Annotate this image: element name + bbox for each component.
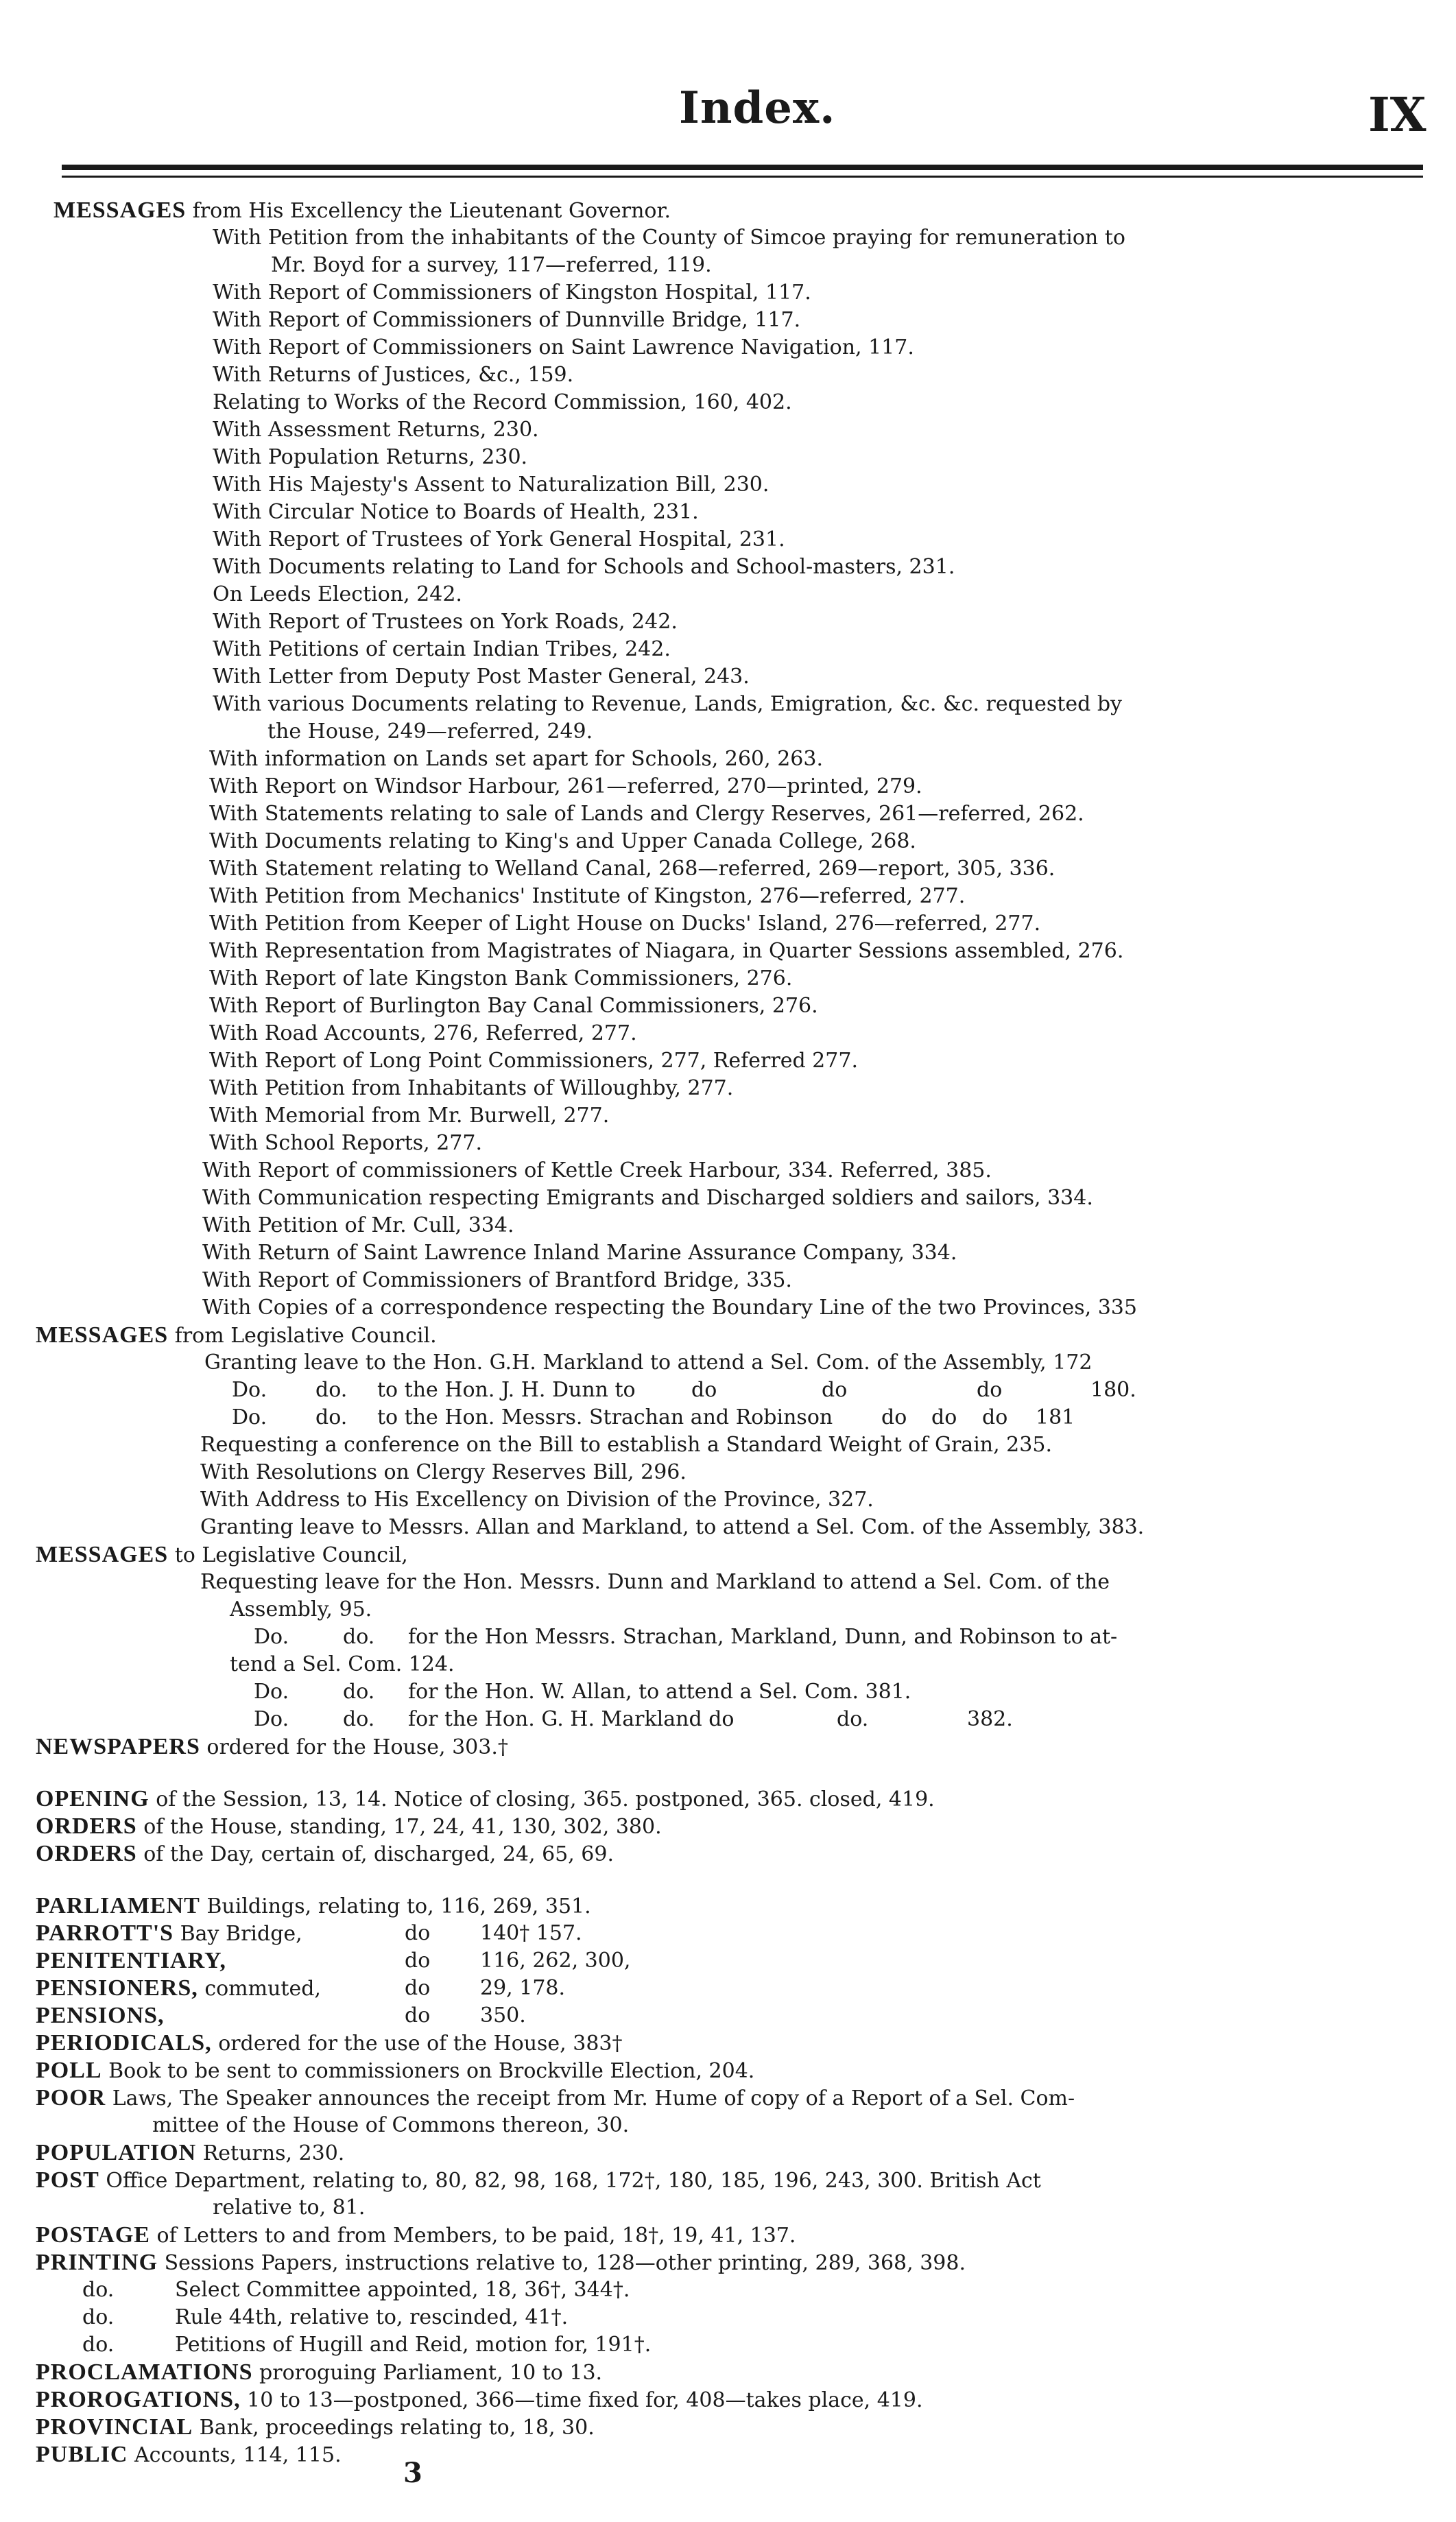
entry-keyword: PROCLAMATIONS — [36, 2359, 253, 2385]
page-ref: 181 — [1036, 1405, 1075, 1429]
header-rule-thin — [62, 176, 1423, 178]
signature-mark: 3 — [403, 2457, 422, 2489]
ditto-mark: do — [881, 1405, 907, 1429]
ditto-mark: do. — [343, 1680, 375, 1704]
entry-keyword: MESSAGES — [36, 1542, 169, 1567]
entry-keyword: ORDERS — [36, 1813, 137, 1839]
ditto-mark: do — [691, 1378, 717, 1402]
index-entry — [27, 1975, 1427, 2002]
sub-entry: With Report of Commissioners of Kingston Hospital, 117. — [213, 281, 811, 305]
sub-entry: On Leeds Election, 242. — [213, 582, 462, 606]
sub-entry: With Report of Long Point Commissioners, 277, Referred 277. — [209, 1049, 858, 1073]
ditto-row — [27, 1404, 1427, 1431]
sub-entry: With Report of late Kingston Bank Commissioners, 276. — [209, 966, 793, 990]
entry-text: Returns, 230. — [196, 2141, 345, 2165]
ditto-mark: do — [822, 1378, 848, 1402]
sub-entry: Petitions of Hugill and Reid, motion for, 191†. — [175, 2333, 652, 2357]
ditto-mark: Do. — [254, 1625, 289, 1649]
entry-keyword: POLL — [36, 2058, 102, 2083]
entry-keyword: MESSAGES — [36, 1322, 169, 1348]
entry-text: 10 to 13—postponed, 366—time fixed for, 408—takes place, 419. — [240, 2388, 923, 2412]
ditto-row — [27, 2331, 1427, 2359]
ditto-mark: do. — [82, 2278, 115, 2302]
ditto-row — [27, 1678, 1427, 1706]
entry-keyword: PENSIONERS, — [36, 1975, 198, 2001]
entry-keyword: ORDERS — [36, 1841, 137, 1866]
sub-entry: With Return of Saint Lawrence Inland Marine Assurance Company, 334. — [202, 1241, 957, 1265]
page-ref: 140† 157. — [480, 1921, 582, 1945]
index-entry — [27, 1947, 1427, 1975]
entry-keyword: POSTAGE — [36, 2222, 150, 2248]
ditto-mark: do — [405, 1976, 431, 2000]
ditto-mark: do. — [315, 1405, 348, 1429]
sub-entry: With Statements relating to sale of Lands and Clergy Reserves, 261—referred, 262. — [209, 802, 1084, 826]
ditto-mark: Do. — [232, 1405, 267, 1429]
index-entry — [27, 2441, 1427, 2469]
page-numeral: IX — [1368, 88, 1427, 143]
sub-entry: With Petition from Keeper of Light House on Ducks' Island, 276—referred, 277. — [209, 912, 1041, 936]
entry-text: Laws, The Speaker announces the receipt from Mr. Hume of copy of a Report of a Sel. Com- — [106, 2086, 1075, 2110]
sub-entry: With Petition from the inhabitants of the County of Simcoe praying for remuneration to — [213, 226, 1125, 250]
sub-entry: With Communication respecting Emigrants and Discharged soldiers and sailors, 334. — [202, 1186, 1093, 1210]
sub-entry: Relating to Works of the Record Commission, 160, 402. — [213, 390, 792, 414]
sub-entry: With Letter from Deputy Post Master General, 243. — [213, 665, 750, 689]
entry-keyword: PARLIAMENT — [36, 1893, 200, 1918]
index-entry — [27, 2249, 1427, 2276]
ditto-row — [27, 1623, 1427, 1651]
entry-keyword: POST — [36, 2167, 99, 2193]
sub-entry: With Statement relating to Welland Canal, 268—referred, 269—report, 305, 336. — [209, 857, 1055, 881]
sub-entry: With various Documents relating to Revenue, Lands, Emigration, &c. &c. requested by — [213, 692, 1123, 716]
index-entry — [27, 1733, 1427, 1761]
ditto-text: for the Hon. W. Allan, to attend a Sel. Com. 381. — [408, 1680, 911, 1704]
sub-entry: Select Committee appointed, 18, 36†, 344†. — [175, 2278, 630, 2302]
sub-entry: With Memorial from Mr. Burwell, 277. — [209, 1104, 610, 1128]
sub-entry: With Resolutions on Clergy Reserves Bill, 296. — [200, 1460, 687, 1484]
entry-keyword: PROVINCIAL — [36, 2414, 193, 2440]
sub-entry: Granting leave to Messrs. Allan and Markland, to attend a Sel. Com. of the Assembly, 383. — [200, 1515, 1145, 1539]
sub-entry: Requesting a conference on the Bill to establish a Standard Weight of Grain, 235. — [200, 1433, 1052, 1457]
ditto-mark: do — [931, 1405, 957, 1429]
entry-continuation: relative to, 81. — [213, 2196, 366, 2220]
ditto-mark: do. — [343, 1625, 375, 1649]
entry-text: from His Excellency the Lieutenant Governor. — [186, 199, 671, 223]
ditto-mark: do. — [82, 2305, 115, 2329]
ditto-mark: do. — [837, 1707, 869, 1731]
ditto-text: to the Hon. J. H. Dunn to — [377, 1378, 636, 1402]
ditto-mark: do — [405, 1921, 431, 1945]
sub-entry: With Report on Windsor Harbour, 261—referred, 270—printed, 279. — [209, 774, 922, 798]
sub-entry: With Returns of Justices, &c., 159. — [213, 363, 574, 387]
ditto-mark: do — [982, 1405, 1008, 1429]
entry-keyword: PARROTT'S — [36, 1920, 174, 1946]
entry-text: Accounts, 114, 115. — [128, 2443, 342, 2467]
entry-text: Office Department, relating to, 80, 82, 98, 168, 172†, 180, 185, 196, 243, 300. British Act — [99, 2169, 1041, 2193]
sub-entry: With Assessment Returns, 230. — [213, 418, 539, 442]
index-entry — [27, 2002, 1427, 2030]
sub-entry: With Petitions of certain Indian Tribes, 242. — [213, 637, 671, 661]
sub-entry: With Petition from Inhabitants of Willoughby, 277. — [209, 1076, 734, 1100]
sub-entry: With School Reports, 277. — [209, 1131, 483, 1155]
sub-entry: With His Majesty's Assent to Naturalization Bill, 230. — [213, 473, 769, 497]
entry-text: Bay Bridge, — [174, 1922, 302, 1946]
sub-entry: With Petition from Mechanics' Institute of Kingston, 276—referred, 277. — [209, 884, 966, 908]
ditto-mark: do. — [315, 1378, 348, 1402]
index-entry — [27, 2359, 1427, 2386]
index-entry — [27, 2222, 1427, 2249]
index-entry — [27, 1892, 1427, 1920]
page-ref: 29, 178. — [480, 1976, 566, 2000]
index-entry — [27, 1920, 1427, 1947]
sub-entry: With Road Accounts, 276, Referred, 277. — [209, 1021, 637, 1045]
entry-text: from Legislative Council. — [168, 1324, 437, 1348]
page-title: Index. — [679, 82, 836, 134]
entry-keyword: PRINTING — [36, 2250, 158, 2275]
ditto-text: for the Hon Messrs. Strachan, Markland, Dunn, and Robinson to at- — [408, 1625, 1118, 1649]
entry-keyword: PENITENTIARY, — [36, 1948, 226, 1973]
sub-entry: With Copies of a correspondence respecting the Boundary Line of the two Provinces, 335 — [202, 1296, 1137, 1320]
index-entry — [27, 1840, 1427, 1868]
index-entry — [27, 2057, 1427, 2084]
sub-entry: With Report of Commissioners on Saint Lawrence Navigation, 117. — [213, 335, 914, 359]
entry-keyword: NEWSPAPERS — [36, 1734, 200, 1759]
ditto-row — [27, 2276, 1427, 2304]
entry-text: Buildings, relating to, 116, 269, 351. — [200, 1894, 591, 1918]
entry-text: ordered for the use of the House, 383† — [211, 2032, 623, 2056]
index-entry — [27, 1813, 1427, 1840]
sub-entry: With Report of Trustees on York Roads, 242. — [213, 610, 678, 634]
page-ref: 382. — [967, 1707, 1013, 1731]
index-entry — [27, 2139, 1427, 2167]
ditto-mark: do — [405, 1949, 431, 1973]
index-entry-heading — [27, 1541, 1427, 1569]
entry-text: commuted, — [198, 1977, 321, 2001]
header-rule-thick — [62, 165, 1423, 170]
sub-entry-continuation: the House, 249—referred, 249. — [267, 719, 593, 743]
ditto-mark: do — [405, 2003, 431, 2027]
index-entry-heading — [27, 1322, 1427, 1349]
entry-text: to Legislative Council, — [168, 1543, 408, 1567]
sub-entry: Requesting leave for the Hon. Messrs. Dunn and Markland to attend a Sel. Com. of the — [200, 1570, 1110, 1594]
ditto-row — [27, 2304, 1427, 2331]
page-ref: 180. — [1090, 1378, 1136, 1402]
ditto-mark: Do. — [254, 1680, 289, 1704]
sub-entry-continuation: Assembly, 95. — [230, 1597, 372, 1621]
sub-entry: With Report of Burlington Bay Canal Commissioners, 276. — [209, 994, 818, 1018]
entry-text: of the Day, certain of, discharged, 24, 65, 69. — [136, 1842, 614, 1866]
sub-entry: With Petition of Mr. Cull, 334. — [202, 1213, 514, 1237]
ditto-text: to the Hon. Messrs. Strachan and Robinson — [377, 1405, 833, 1429]
sub-entry: With Circular Notice to Boards of Health, 231. — [213, 500, 699, 524]
index-entry — [27, 2167, 1427, 2194]
index-entries — [27, 197, 1427, 2469]
sub-entry-continuation: Mr. Boyd for a survey, 117—referred, 119. — [271, 253, 712, 277]
ditto-mark: Do. — [232, 1378, 267, 1402]
index-entry — [27, 2414, 1427, 2441]
sub-entry: With Address to His Excellency on Division of the Province, 327. — [200, 1488, 874, 1512]
entry-keyword: OPENING — [36, 1786, 150, 1811]
sub-entry: With Report of commissioners of Kettle Creek Harbour, 334. Referred, 385. — [202, 1158, 992, 1182]
index-entry — [27, 2386, 1427, 2414]
sub-entry-continuation: tend a Sel. Com. 124. — [230, 1652, 455, 1676]
entry-keyword: PUBLIC — [36, 2442, 128, 2467]
sub-entry: With Population Returns, 230. — [213, 445, 528, 469]
entry-keyword: PERIODICALS, — [36, 2030, 212, 2056]
sub-entry: With Report of Trustees of York General Hospital, 231. — [213, 527, 785, 551]
entry-keyword: POPULATION — [36, 2140, 197, 2165]
ditto-text: for the Hon. G. H. Markland do — [408, 1707, 735, 1731]
ditto-row — [27, 1706, 1427, 1733]
entry-text: Bank, proceedings relating to, 18, 30. — [193, 2416, 595, 2440]
entry-keyword: MESSAGES — [53, 198, 187, 223]
entry-text: ordered for the House, 303.† — [200, 1735, 508, 1759]
index-entry — [27, 2030, 1427, 2057]
entry-text: proroguing Parliament, 10 to 13. — [252, 2361, 603, 2385]
sub-entry: Granting leave to the Hon. G.H. Markland to attend a Sel. Com. of the Assembly, 172 — [204, 1351, 1093, 1375]
sub-entry: With information on Lands set apart for Schools, 260, 263. — [209, 747, 824, 771]
sub-entry: With Documents relating to Land for Schools and School-masters, 231. — [213, 555, 955, 579]
ditto-mark: Do. — [254, 1707, 289, 1731]
sub-entry: With Report of Commissioners of Dunnville Bridge, 117. — [213, 308, 801, 332]
ditto-mark: do — [977, 1378, 1003, 1402]
entry-text: Book to be sent to commissioners on Brockville Election, 204. — [102, 2059, 755, 2083]
entry-keyword: PROROGATIONS, — [36, 2387, 241, 2412]
entry-continuation: mittee of the House of Commons thereon, 30. — [152, 2113, 630, 2137]
entry-text: of the House, standing, 17, 24, 41, 130, 302, 380. — [136, 1815, 662, 1839]
index-entry — [27, 2084, 1427, 2112]
ditto-row — [27, 1377, 1427, 1404]
sub-entry: Rule 44th, relative to, rescinded, 41†. — [175, 2305, 569, 2329]
index-entry — [27, 1785, 1427, 1813]
entry-text: of Letters to and from Members, to be paid, 18†, 19, 41, 137. — [150, 2224, 796, 2248]
entry-keyword: POOR — [36, 2085, 106, 2110]
page-ref: 116, 262, 300, — [480, 1949, 631, 1973]
entry-text: of the Session, 13, 14. Notice of closing, 365. postponed, 365. closed, 419. — [149, 1787, 935, 1811]
ditto-mark: do. — [343, 1707, 375, 1731]
sub-entry: With Documents relating to King's and Upper Canada College, 268. — [209, 829, 916, 853]
ditto-mark: do. — [82, 2333, 115, 2357]
entry-keyword: PENSIONS, — [36, 2003, 165, 2028]
sub-entry: With Representation from Magistrates of Niagara, in Quarter Sessions assembled, 276. — [209, 939, 1124, 963]
index-entry-heading — [27, 197, 1427, 224]
entry-text: Sessions Papers, instructions relative to, 128—other printing, 289, 368, 398. — [158, 2251, 966, 2275]
sub-entry: With Report of Commissioners of Brantford Bridge, 335. — [202, 1268, 792, 1292]
page-ref: 350. — [480, 2003, 526, 2027]
